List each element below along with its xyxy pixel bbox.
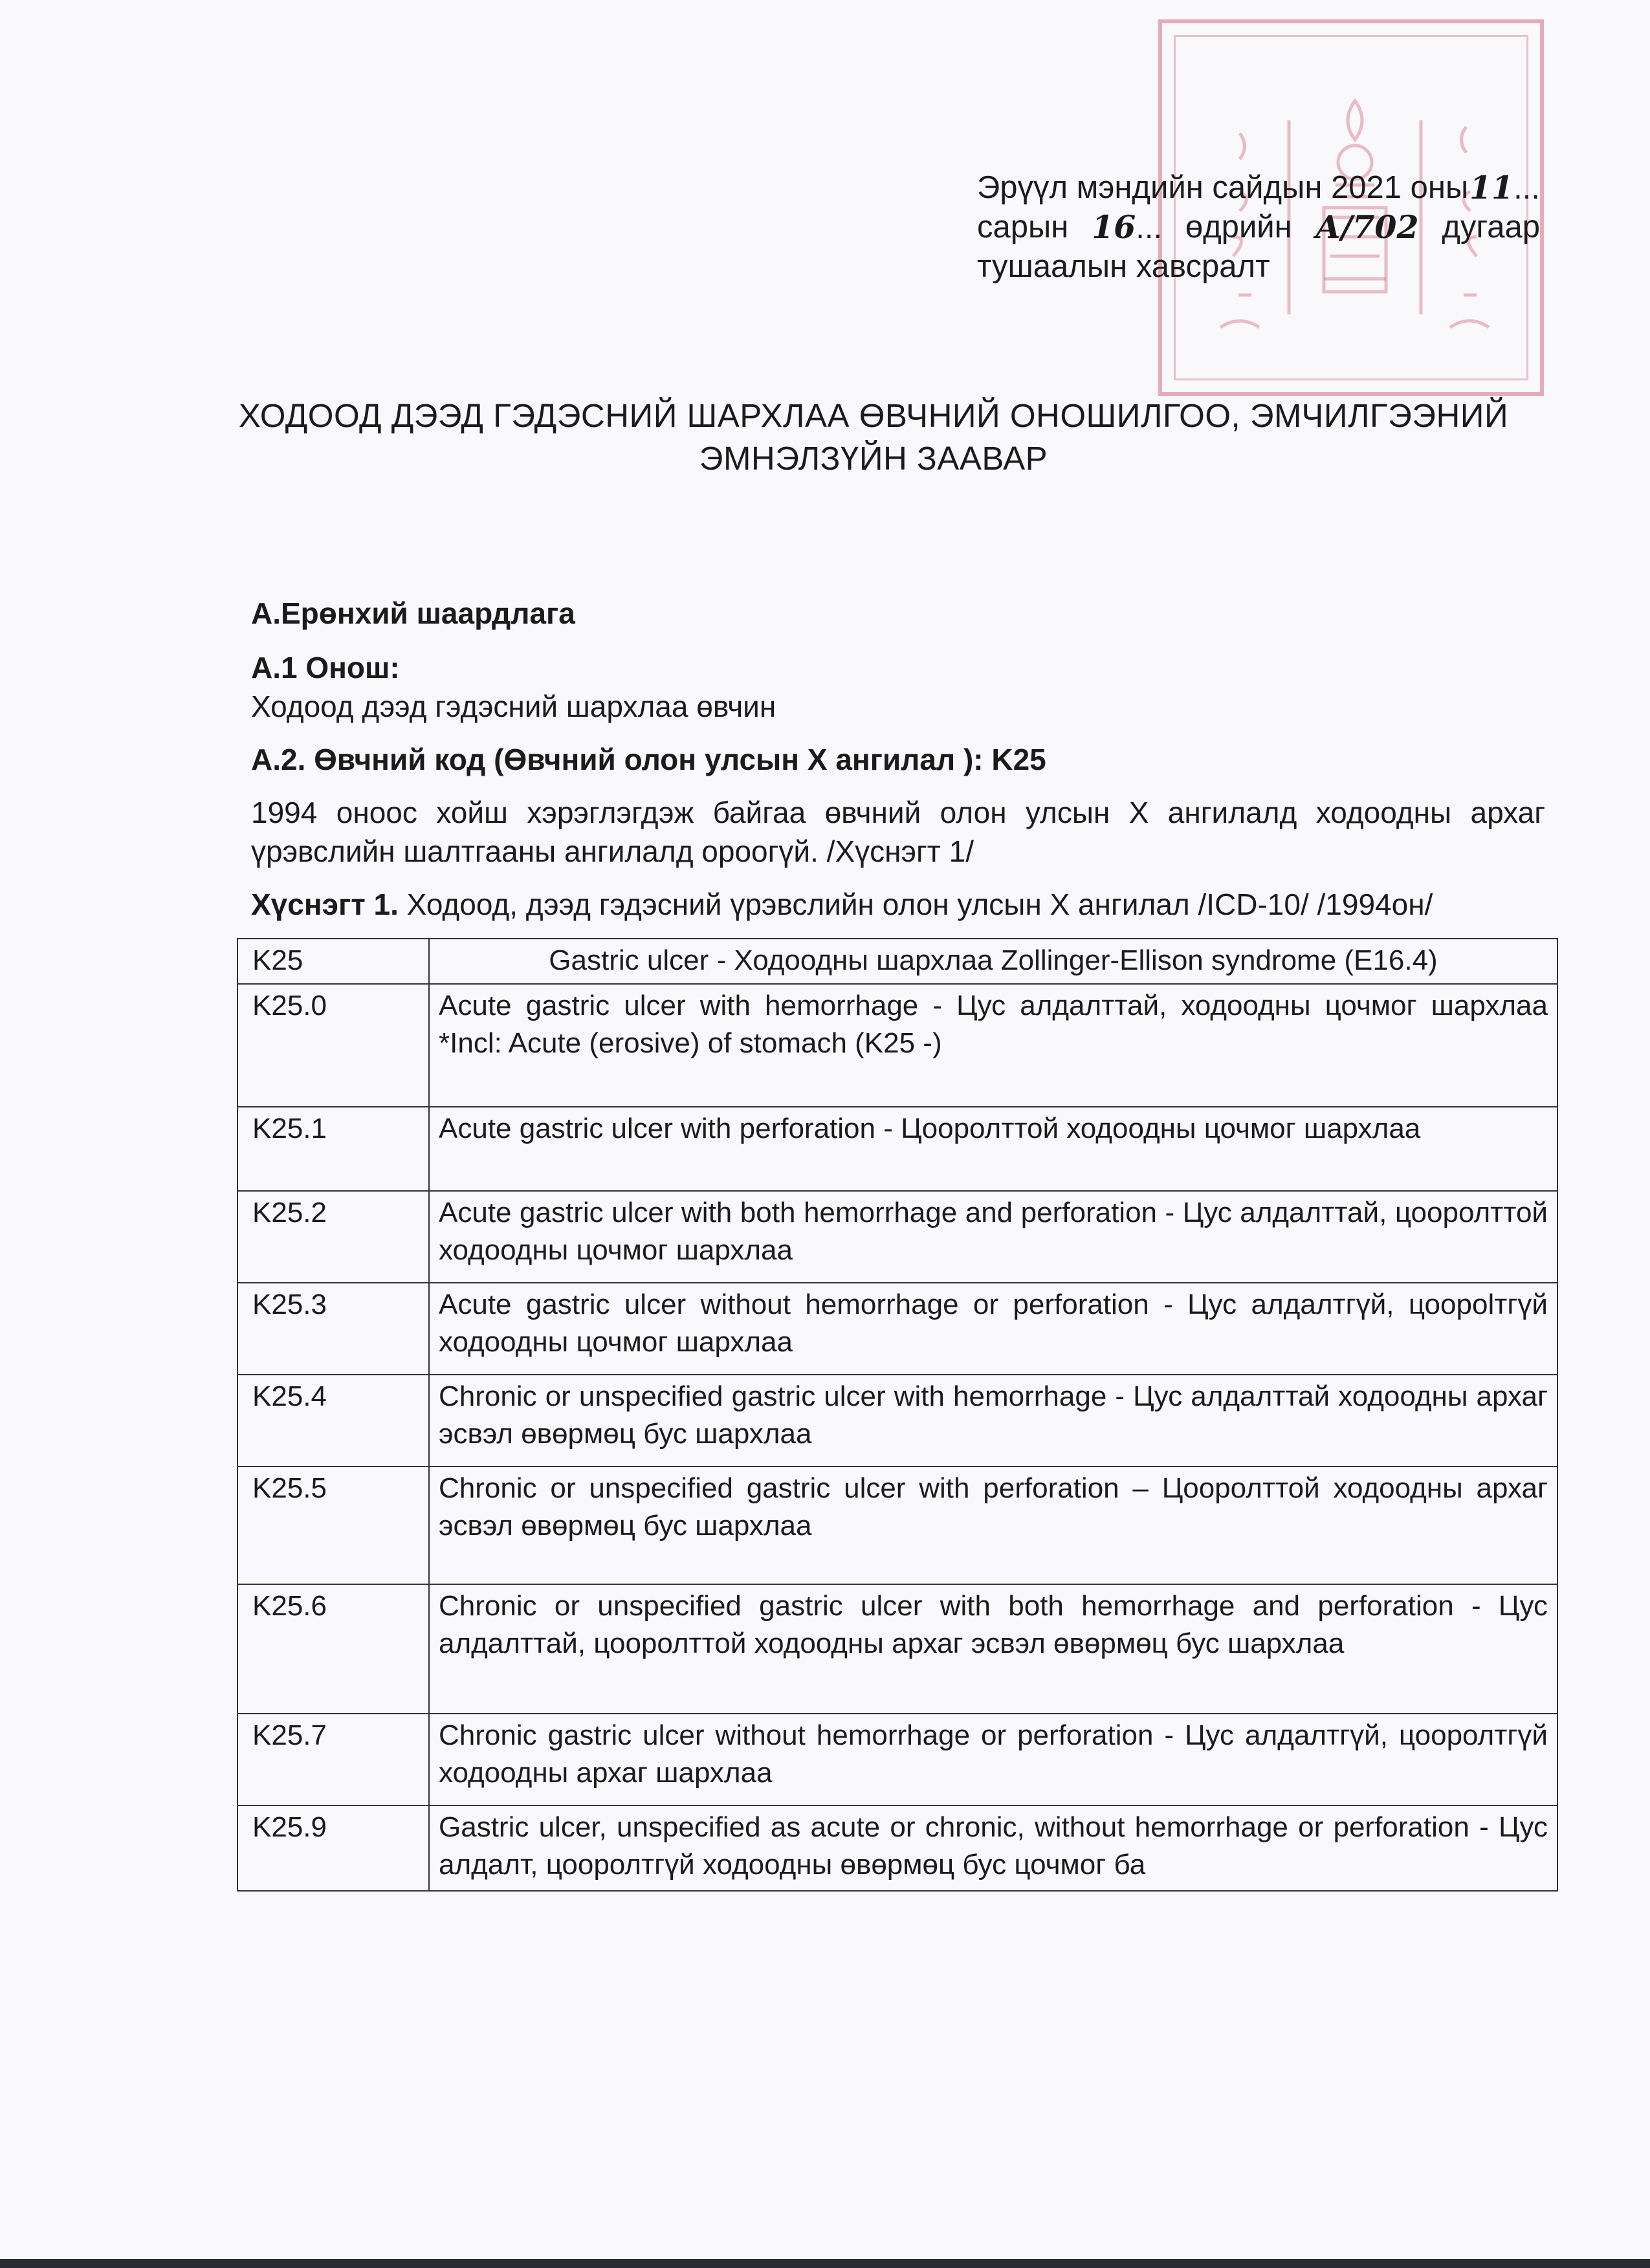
table-cell-description: Acute gastric ulcer without hemorrhage or perforation - Цус алдалтгүй, цоорolтгүй ходоодны цочмог шархлаа [429,1283,1557,1375]
table-row [237,1467,1557,1584]
annex-day-handwritten: 16... [1092,208,1163,246]
annex-line-3 [977,247,1540,286]
table-cell-description: Chronic or unspecified gastric ulcer with both hemorrhage and perforation - Цус алдалттай, цооролттой ходоодны архаг эсвэл өвөрмөц бус шархлаа [429,1584,1557,1714]
table-row [237,1283,1557,1375]
section-heading-general: А.Ерөнхий шаардлага [251,596,575,630]
table-cell-description: Chronic gastric ulcer without hemorrhage or perforation - Цус алдалтгүй, цооролтгүй ходоодны архаг шархлаа [429,1714,1557,1805]
table-row [237,1107,1557,1191]
table-row [237,939,1557,984]
table-cell-code: K25.1 [237,1107,429,1191]
document-body [251,594,1545,924]
annex-line-2 [977,208,1540,247]
table-cell-description: Chronic or unspecified gastric ulcer with perforation – Цооролттой ходоодны архаг эсвэл өвөрмөц бус шархлаа [429,1467,1557,1584]
table-row [237,1714,1557,1805]
table-cell-description: Chronic or unspecified gastric ulcer with hemorrhage - Цус алдалттай ходоодны архаг эсвэл өвөрмөц бус шархлаа [429,1375,1557,1467]
annex-month-handwritten: 11... [1469,169,1540,206]
scan-bottom-edge [0,2259,1650,2268]
table-cell-code: K25.9 [237,1805,429,1891]
table-cell-code: K25.2 [237,1191,429,1283]
table-cell-code: K25.5 [237,1467,429,1584]
annex-order-number-handwritten: А/702 [1315,208,1419,246]
document-title-line-1: ХОДООД ДЭЭД ГЭДЭСНИЙ ШАРХЛАА ӨВЧНИЙ ОНОШИЛГОО, ЭМЧИЛГЭЭНИЙ [238,397,1509,434]
annex-order-annex-text: тушаалын хавсралт [977,249,1270,284]
table-cell-code: K25.4 [237,1375,429,1467]
section-heading-diagnosis: А.1 Онош: [251,651,400,684]
table-row [237,1191,1557,1283]
table-cell-description: Acute gastric ulcer with perforation - Цооролттой ходоодны цочмог шархлаа [429,1107,1557,1191]
table-caption [251,885,1545,924]
document-title-line-2: ЭМНЭЛЗҮЙН ЗААВАР [699,440,1048,477]
table-row [237,984,1557,1107]
document-title [194,395,1553,480]
icd-classification-table [237,938,1558,1892]
table-row [237,1584,1557,1714]
disease-code-paragraph: 1994 оноос хойш хэрэглэгдэж байгаа өвчний олон улсын Х ангилалд ходоодны архаг үрэвслийн шалтгааны ангилалд ороогүй. /Хүснэгт 1/ [251,796,1545,868]
table-cell-description: Gastric ulcer, unspecified as acute or chronic, without hemorrhage or perforation - Цус алдалт, цооролтгүй ходоодны өвөрмөц бус цочмог ба [429,1805,1557,1891]
table-cell-code: K25.7 [237,1714,429,1805]
table-cell-description: Gastric ulcer - Ходоодны шархлаа Zollinger-Ellison syndrome (E16.4) [429,939,1557,984]
annex-line-1 [977,168,1540,208]
annex-minister-text: Эрүүл мэндийн сайдын 2021 оны [977,170,1469,205]
section-heading-disease-code: А.2. Өвчний код (Өвчний олон улсын Х ангилал ): K25 [251,743,1046,776]
diagnosis-text: Ходоод дээд гэдэсний шархлаа өвчин [251,690,776,723]
table-cell-code: K25 [237,939,429,984]
table-cell-code: K25.3 [237,1283,429,1375]
table-cell-description: Acute gastric ulcer with both hemorrhage and perforation - Цус алдалттай, цооролттой ходоодны цочмог шархлаа [429,1191,1557,1283]
annex-month-word: сарын [977,210,1069,245]
table-cell-description: Acute gastric ulcer with hemorrhage - Цус алдалттай, ходоодны цочмог шархлаа *Incl: Acute (erosive) of stomach (K25 -) [429,984,1557,1107]
table-caption-label: Хүснэгт 1. [251,888,399,921]
table-cell-code: K25.0 [237,984,429,1107]
annex-day-word: өдрийн [1185,210,1292,245]
table-cell-code: K25.6 [237,1584,429,1714]
order-annex-note [977,168,1540,286]
table-row [237,1805,1557,1891]
table-row [237,1375,1557,1467]
annex-number-word: дугаар [1442,210,1540,245]
table-caption-text: Ходоод, дээд гэдэсний үрэвслийн олон улсын Х ангилал /ICD-10/ /1994он/ [398,888,1433,921]
